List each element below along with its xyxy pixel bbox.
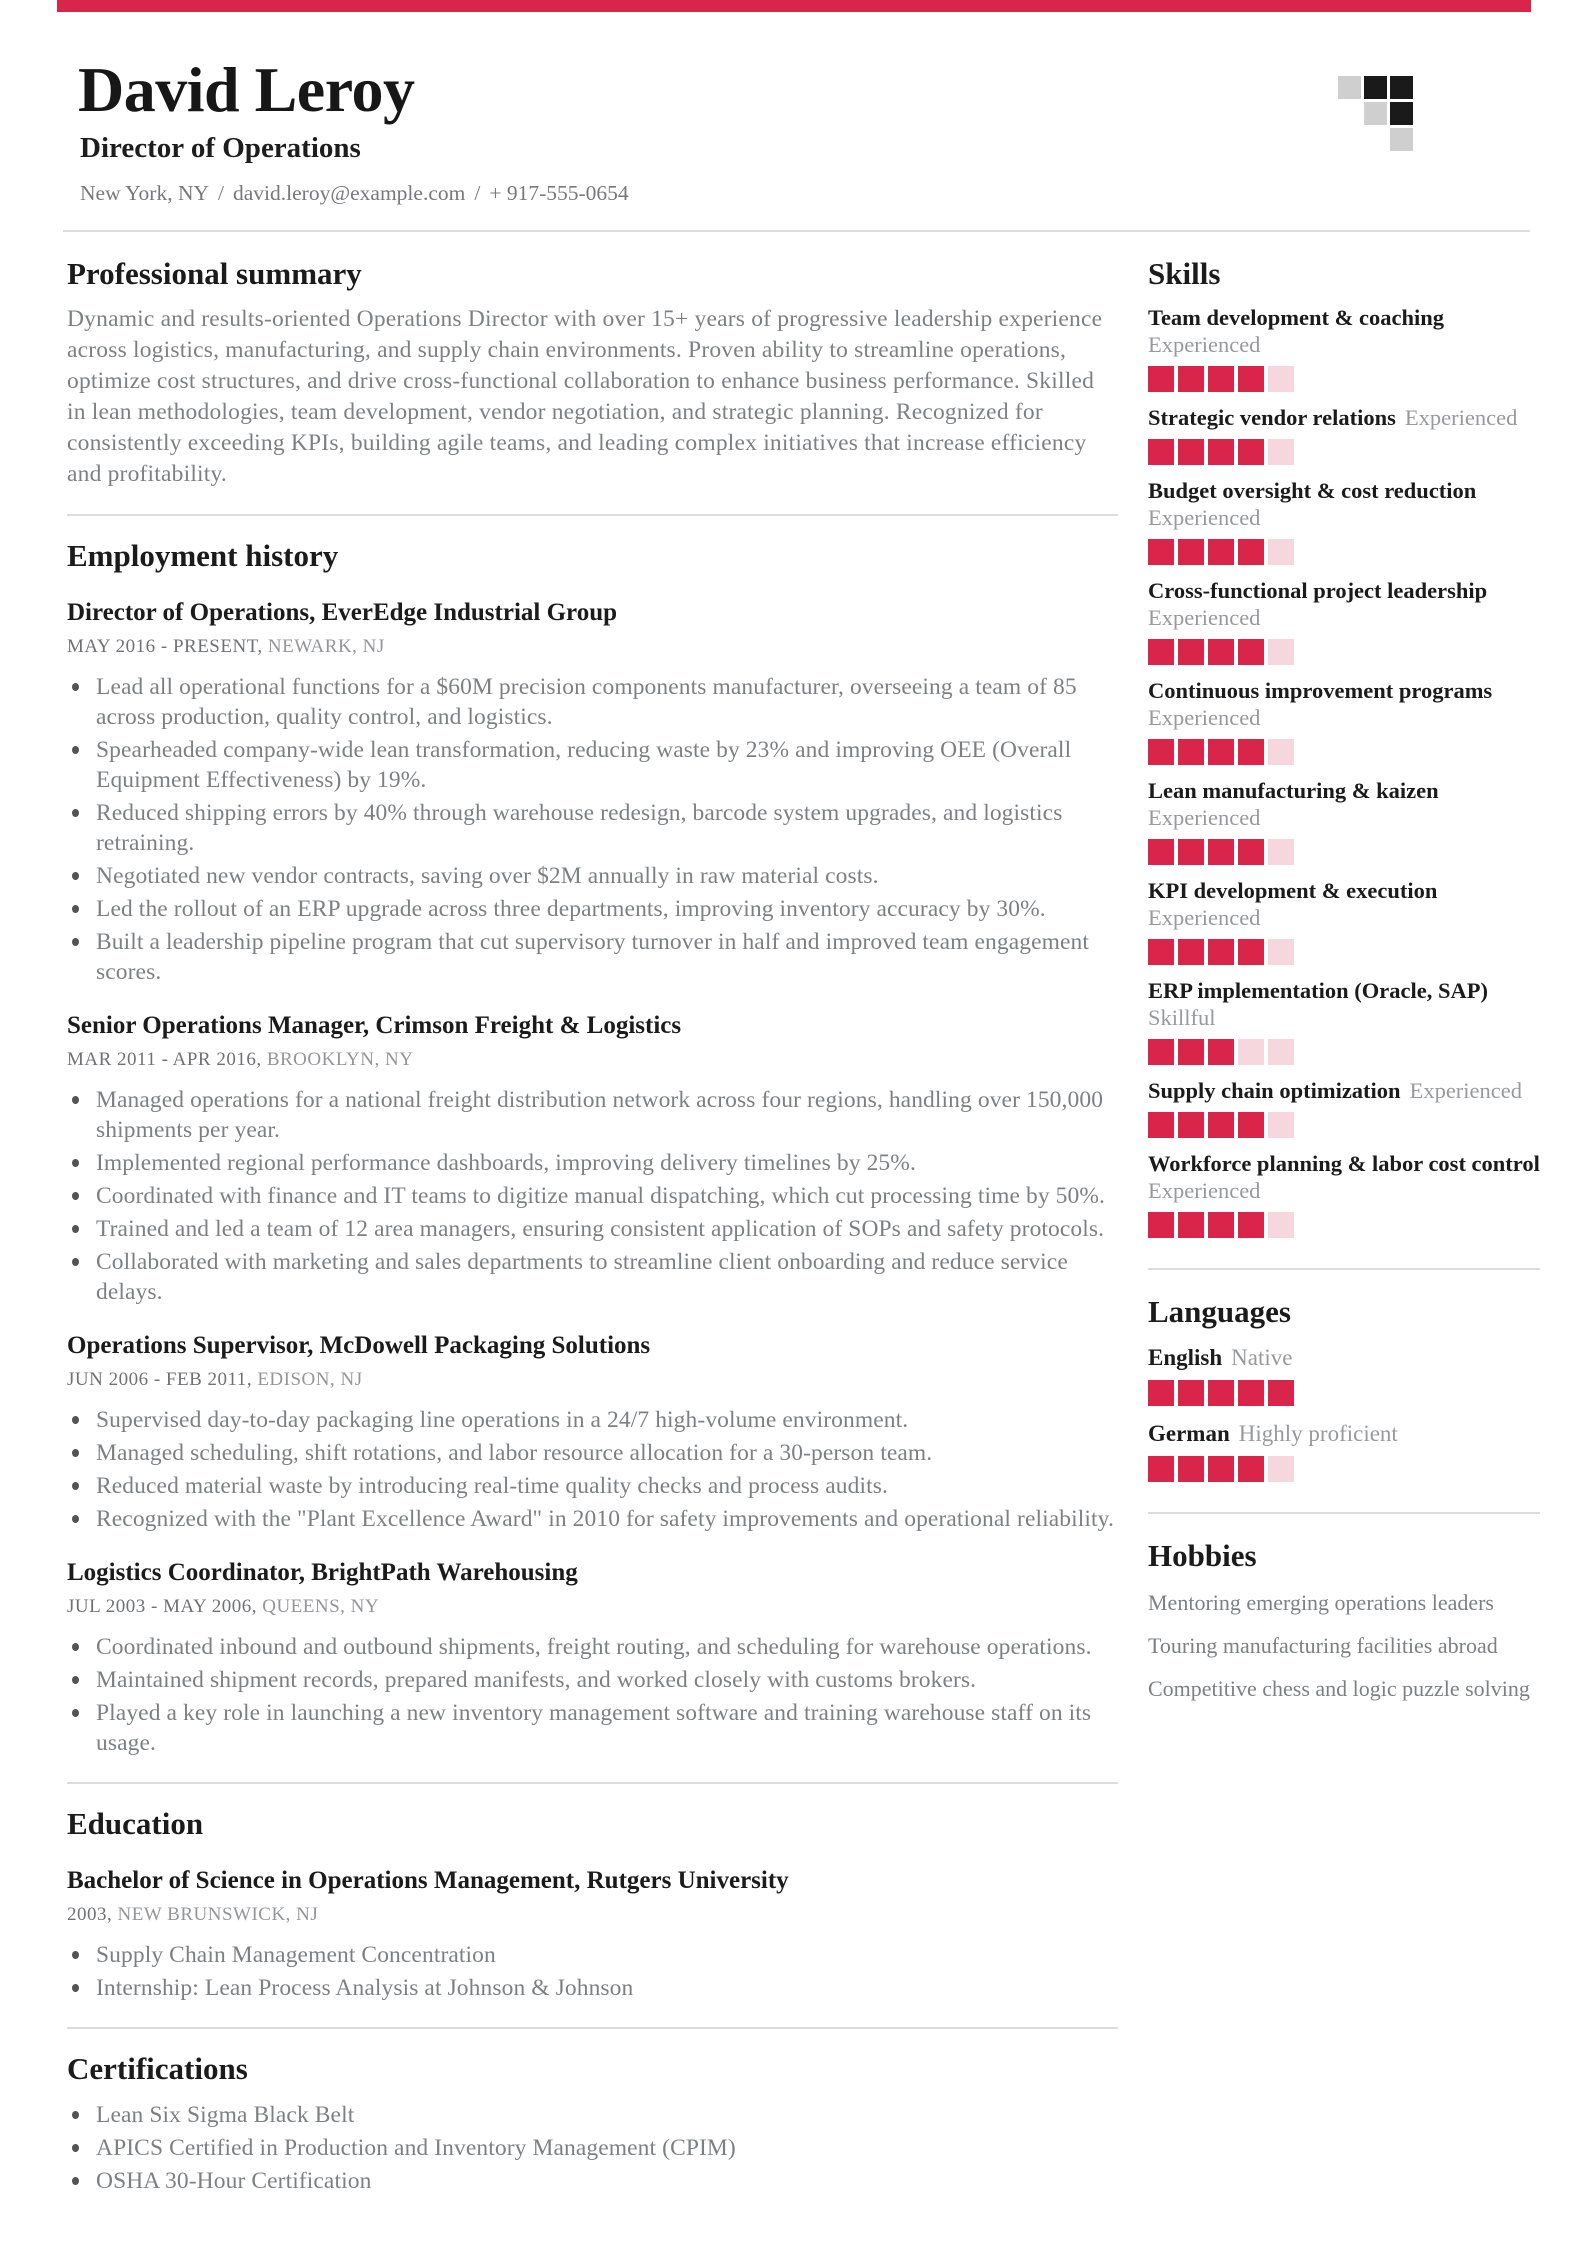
bullet-dot xyxy=(72,1676,79,1684)
skill-name: Cross-functional project leadership xyxy=(1148,578,1488,603)
bullet-item xyxy=(67,1504,1118,1534)
rating-square-filled xyxy=(1178,939,1204,965)
rating-square-filled xyxy=(1148,1212,1174,1238)
rating-square-filled xyxy=(1208,366,1234,392)
languages-list xyxy=(1148,1344,1540,1482)
bullet-item xyxy=(67,798,1118,858)
rating-square-filled xyxy=(1238,439,1264,465)
languages-heading: Languages xyxy=(1148,1294,1291,1329)
bullet-text: Supply Chain Management Concentration xyxy=(96,1942,496,1968)
rating-square-filled xyxy=(1148,439,1174,465)
section-divider xyxy=(67,514,1118,516)
bullet-item xyxy=(67,894,1118,924)
bullet-dot xyxy=(72,1159,79,1167)
bullet-text: Collaborated with marketing and sales departments to streamline client onboarding and reduce service delays. xyxy=(96,1249,1068,1305)
section-divider xyxy=(1148,1512,1540,1514)
job-entry xyxy=(67,1866,1118,2003)
bullet-text: Coordinated inbound and outbound shipments, freight routing, and scheduling for warehouse operations. xyxy=(96,1634,1092,1660)
contact-email: david.leroy@example.com xyxy=(233,181,466,205)
rating-square-filled xyxy=(1238,839,1264,865)
rating-square-filled xyxy=(1178,1380,1204,1406)
employment-section xyxy=(67,538,1118,1758)
certifications-section xyxy=(67,2051,1118,2196)
bullet-item xyxy=(67,1665,1118,1695)
language-item xyxy=(1148,1344,1540,1406)
language-item xyxy=(1148,1420,1540,1482)
language-rating-bar xyxy=(1148,1456,1540,1482)
bullet-dot xyxy=(72,746,79,754)
bullet-text: Spearheaded company-wide lean transformation, reducing waste by 23% and improving OEE (Overall Equipment Effectiveness) by 19%. xyxy=(96,737,1072,793)
rating-square-filled xyxy=(1178,739,1204,765)
bullet-dot xyxy=(72,2177,79,2185)
rating-square-empty xyxy=(1268,939,1294,965)
contact-phone: + 917-555-0654 xyxy=(489,181,629,205)
rating-square-filled xyxy=(1178,1112,1204,1138)
logo-square-light xyxy=(1364,102,1387,125)
logo-square-dark xyxy=(1390,76,1413,99)
bullet-item xyxy=(67,1214,1118,1244)
job-date-range: MAR 2011 - APR 2016 xyxy=(67,1049,257,1070)
rating-square-empty xyxy=(1268,839,1294,865)
bullet-item xyxy=(67,1632,1118,1662)
bullet-dot xyxy=(72,1951,79,1959)
job-date-range: MAY 2016 - PRESENT xyxy=(67,636,258,657)
job-location: , BROOKLYN, NY xyxy=(256,1049,413,1070)
bullet-dot xyxy=(72,809,79,817)
rating-square-filled xyxy=(1208,939,1234,965)
rating-square-empty xyxy=(1268,366,1294,392)
person-job-title: Director of Operations xyxy=(80,132,361,164)
bullet-dot xyxy=(72,1449,79,1457)
rating-square-filled xyxy=(1178,1456,1204,1482)
contact-separator: / xyxy=(474,181,481,205)
bullet-text: Built a leadership pipeline program that cut supervisory turnover in half and improved team engagement scores. xyxy=(96,929,1089,985)
bullet-text: Coordinated with finance and IT teams to digitize manual dispatching, which cut processing time by 50%. xyxy=(96,1183,1106,1209)
rating-square-filled xyxy=(1208,1039,1234,1065)
bullet-text: Internship: Lean Process Analysis at Johnson & Johnson xyxy=(96,1975,634,2001)
rating-square-empty xyxy=(1268,639,1294,665)
bullet-dot xyxy=(72,938,79,946)
hobbies-section xyxy=(1148,1538,1540,1703)
main-column xyxy=(67,256,1118,2199)
job-location: , NEW BRUNSWICK, NJ xyxy=(107,1904,318,1925)
sidebar-column xyxy=(1148,256,1540,1703)
skill-name: Workforce planning & labor cost control xyxy=(1148,1151,1540,1176)
job-location: , NEWARK, NJ xyxy=(257,636,384,657)
language-level: Native xyxy=(1231,1345,1293,1370)
job-location: , EDISON, NJ xyxy=(247,1369,363,1390)
skill-rating-bar xyxy=(1148,939,1540,965)
job-title: Bachelor of Science in Operations Management, Rutgers University xyxy=(67,1867,789,1894)
bullet-item xyxy=(67,2166,1118,2196)
skills-section xyxy=(1148,256,1540,1238)
job-bullets xyxy=(67,1632,1118,1758)
summary-section xyxy=(67,256,1118,490)
rating-square-filled xyxy=(1148,539,1174,565)
language-name: German xyxy=(1148,1421,1230,1446)
skill-level: Experienced xyxy=(1148,905,1261,930)
hobby-item: Mentoring emerging operations leaders xyxy=(1148,1590,1494,1615)
rating-square-filled xyxy=(1208,1112,1234,1138)
bullet-item xyxy=(67,1698,1118,1758)
skill-rating-bar xyxy=(1148,539,1540,565)
rating-square-empty xyxy=(1238,1039,1264,1065)
bullet-text: Reduced material waste by introducing real-time quality checks and process audits. xyxy=(96,1473,888,1499)
rating-square-filled xyxy=(1238,1112,1264,1138)
rating-square-filled xyxy=(1238,739,1264,765)
rating-square-empty xyxy=(1268,1112,1294,1138)
skill-name: Budget oversight & cost reduction xyxy=(1148,478,1477,503)
rating-square-filled xyxy=(1148,739,1174,765)
rating-square-filled xyxy=(1268,1380,1294,1406)
certifications-list xyxy=(67,2100,1118,2196)
hobbies-list xyxy=(1148,1588,1540,1703)
bullet-item xyxy=(67,1973,1118,2003)
rating-square-empty xyxy=(1268,739,1294,765)
education-section xyxy=(67,1806,1118,2003)
rating-square-filled xyxy=(1208,539,1234,565)
rating-square-filled xyxy=(1238,1380,1264,1406)
rating-square-filled xyxy=(1238,639,1264,665)
skill-rating-bar xyxy=(1148,366,1540,392)
bullet-dot xyxy=(72,1192,79,1200)
rating-square-filled xyxy=(1208,639,1234,665)
skill-item xyxy=(1148,777,1540,865)
job-meta xyxy=(67,1368,1118,1392)
rating-square-filled xyxy=(1238,1456,1264,1482)
rating-square-filled xyxy=(1148,1380,1174,1406)
logo-square-dark xyxy=(1390,102,1413,125)
bullet-text: Recognized with the "Plant Excellence Award" in 2010 for safety improvements and operational reliability. xyxy=(96,1506,1114,1532)
skill-level: Experienced xyxy=(1148,332,1261,357)
rating-square-filled xyxy=(1148,639,1174,665)
summary-text: Dynamic and results-oriented Operations Director with over 15+ years of progressive leadership experience across logistics, manufacturing, and supply chain environments. Proven ability to streamline operations, optimize cost structures, and drive cross-functional collaboration to enhance business performance. Skilled in lean methodologies, team development, vendor negotiation, and strategic planning. Recognized for consistently exceeding KPIs, building agile teams, and leading complex initiatives that increase efficiency and profitability. xyxy=(67,306,1103,487)
bullet-text: Played a key role in launching a new inventory management software and training warehouse staff on its usage. xyxy=(96,1700,1092,1756)
job-bullets xyxy=(67,1405,1118,1534)
job-entry xyxy=(67,1558,1118,1758)
skill-level: Experienced xyxy=(1148,605,1261,630)
rating-square-filled xyxy=(1238,366,1264,392)
bullet-text: Reduced shipping errors by 40% through warehouse redesign, barcode system upgrades, and logistics retraining. xyxy=(96,800,1063,856)
bullet-dot xyxy=(72,1709,79,1717)
skills-list xyxy=(1148,304,1540,1238)
logo-square-light xyxy=(1390,128,1413,151)
hobby-item: Competitive chess and logic puzzle solving xyxy=(1148,1676,1530,1701)
skill-name: Supply chain optimization xyxy=(1148,1078,1401,1103)
rating-square-filled xyxy=(1208,1380,1234,1406)
bullet-dot xyxy=(72,683,79,691)
skill-name: Lean manufacturing & kaizen xyxy=(1148,778,1439,803)
rating-square-filled xyxy=(1238,939,1264,965)
header-divider xyxy=(63,230,1530,232)
education-heading: Education xyxy=(67,1806,204,1841)
skill-item xyxy=(1148,304,1540,392)
summary-heading: Professional summary xyxy=(67,256,362,291)
bullet-item xyxy=(67,672,1118,732)
logo-square-light xyxy=(1338,76,1361,99)
job-bullets xyxy=(67,1940,1118,2003)
skill-item xyxy=(1148,877,1540,965)
section-divider xyxy=(67,1782,1118,1784)
rating-square-empty xyxy=(1268,1039,1294,1065)
job-title: Director of Operations, EverEdge Industrial Group xyxy=(67,599,617,626)
logo-empty-cell xyxy=(1364,128,1387,151)
contact-line xyxy=(80,180,629,207)
brand-logo xyxy=(1338,76,1413,151)
job-bullets xyxy=(67,672,1118,987)
logo-empty-cell xyxy=(1338,102,1361,125)
rating-square-filled xyxy=(1148,939,1174,965)
job-entry xyxy=(67,598,1118,987)
skill-item xyxy=(1148,1150,1540,1238)
hobbies-heading: Hobbies xyxy=(1148,1538,1257,1573)
contact-separator: / xyxy=(218,181,224,205)
rating-square-empty xyxy=(1268,439,1294,465)
bullet-item xyxy=(67,1247,1118,1307)
job-meta xyxy=(67,1595,1118,1619)
job-meta xyxy=(67,635,1118,659)
bullet-item xyxy=(67,1181,1118,1211)
skill-rating-bar xyxy=(1148,839,1540,865)
language-level: Highly proficient xyxy=(1238,1421,1398,1446)
job-bullets xyxy=(67,1085,1118,1307)
skill-name: ERP implementation (Oracle, SAP) xyxy=(1148,978,1488,1003)
bullet-item xyxy=(67,1438,1118,1468)
bullet-text: Lean Six Sigma Black Belt xyxy=(96,2102,355,2128)
job-date-range: 2003 xyxy=(67,1904,107,1925)
section-divider xyxy=(67,2027,1118,2029)
jobs-list xyxy=(67,598,1118,1758)
bullet-text: OSHA 30-Hour Certification xyxy=(96,2168,372,2194)
rating-square-filled xyxy=(1178,439,1204,465)
job-title: Operations Supervisor, McDowell Packaging Solutions xyxy=(67,1332,651,1359)
rating-square-filled xyxy=(1148,1039,1174,1065)
skill-name: KPI development & execution xyxy=(1148,878,1438,903)
languages-section xyxy=(1148,1294,1540,1482)
hobby-item: Touring manufacturing facilities abroad xyxy=(1148,1633,1498,1658)
bullet-item xyxy=(67,927,1118,987)
rating-square-filled xyxy=(1148,1112,1174,1138)
skill-item xyxy=(1148,477,1540,565)
bullet-text: Maintained shipment records, prepared manifests, and worked closely with customs brokers. xyxy=(96,1667,977,1693)
bullet-item xyxy=(67,1940,1118,1970)
bullet-dot xyxy=(72,1258,79,1266)
skill-name: Team development & coaching xyxy=(1148,305,1445,330)
bullet-text: Managed operations for a national freight distribution network across four regions, handling over 150,000 shipments per year. xyxy=(96,1087,1104,1143)
bullet-dot xyxy=(72,1416,79,1424)
skill-rating-bar xyxy=(1148,439,1540,465)
skill-level: Experienced xyxy=(1148,505,1261,530)
bullet-item xyxy=(67,1471,1118,1501)
contact-location: New York, NY xyxy=(80,181,210,205)
bullet-text: Lead all operational functions for a $60M precision components manufacturer, overseeing a team of 85 across production, quality control, and logistics. xyxy=(96,674,1077,730)
rating-square-filled xyxy=(1208,839,1234,865)
bullet-item xyxy=(67,861,1118,891)
bullet-item xyxy=(67,1085,1118,1145)
skill-rating-bar xyxy=(1148,1212,1540,1238)
bullet-dot xyxy=(72,1515,79,1523)
bullet-item xyxy=(67,2133,1118,2163)
rating-square-empty xyxy=(1268,539,1294,565)
logo-square-dark xyxy=(1364,76,1387,99)
bullet-dot xyxy=(72,1984,79,1992)
rating-square-filled xyxy=(1208,739,1234,765)
bullet-dot xyxy=(72,2111,79,2119)
job-entry xyxy=(67,1011,1118,1307)
bullet-dot xyxy=(72,1643,79,1651)
rating-square-filled xyxy=(1208,1456,1234,1482)
job-title: Logistics Coordinator, BrightPath Warehousing xyxy=(67,1559,578,1586)
language-name: English xyxy=(1148,1345,1223,1370)
bullet-text: Implemented regional performance dashboards, improving delivery timelines by 25%. xyxy=(96,1150,916,1176)
rating-square-filled xyxy=(1178,539,1204,565)
skill-item xyxy=(1148,404,1540,465)
skill-rating-bar xyxy=(1148,639,1540,665)
certifications-heading: Certifications xyxy=(67,2051,248,2086)
rating-square-filled xyxy=(1178,839,1204,865)
person-name: David Leroy xyxy=(78,54,415,125)
bullet-dot xyxy=(72,2144,79,2152)
job-location: , QUEENS, NY xyxy=(252,1596,379,1617)
skill-level: Experienced xyxy=(1148,1178,1261,1203)
job-date-range: JUN 2006 - FEB 2011 xyxy=(67,1369,247,1390)
bullet-text: APICS Certified in Production and Inventory Management (CPIM) xyxy=(96,2135,736,2161)
bullet-dot xyxy=(72,1482,79,1490)
skill-item xyxy=(1148,577,1540,665)
job-title: Senior Operations Manager, Crimson Freight & Logistics xyxy=(67,1012,682,1039)
language-rating-bar xyxy=(1148,1380,1540,1406)
job-meta xyxy=(67,1903,1118,1927)
top-accent-bar xyxy=(57,0,1531,12)
job-meta xyxy=(67,1048,1118,1072)
job-date-range: JUL 2003 - MAY 2006 xyxy=(67,1596,252,1617)
bullet-text: Managed scheduling, shift rotations, and labor resource allocation for a 30-person team. xyxy=(96,1440,933,1466)
job-entry xyxy=(67,1331,1118,1534)
skill-rating-bar xyxy=(1148,1039,1540,1065)
bullet-text: Led the rollout of an ERP upgrade across three departments, improving inventory accuracy by 30%. xyxy=(96,896,1046,922)
bullet-dot xyxy=(72,1225,79,1233)
skill-item xyxy=(1148,1077,1540,1138)
bullet-dot xyxy=(72,905,79,913)
bullet-dot xyxy=(72,1096,79,1104)
bullet-item xyxy=(67,1405,1118,1435)
skill-level: Experienced xyxy=(1148,705,1261,730)
skill-level: Experienced xyxy=(1409,1078,1523,1103)
bullet-text: Trained and led a team of 12 area managers, ensuring consistent application of SOPs and safety protocols. xyxy=(96,1216,1105,1242)
skill-level: Experienced xyxy=(1404,405,1518,430)
rating-square-empty xyxy=(1268,1212,1294,1238)
skill-item xyxy=(1148,977,1540,1065)
skill-name: Strategic vendor relations xyxy=(1148,405,1396,430)
rating-square-filled xyxy=(1148,366,1174,392)
bullet-text: Negotiated new vendor contracts, saving over $2M annually in raw material costs. xyxy=(96,863,879,889)
bullet-item xyxy=(67,2100,1118,2130)
rating-square-filled xyxy=(1178,1212,1204,1238)
bullet-text: Supervised day-to-day packaging line operations in a 24/7 high-volume environment. xyxy=(96,1407,909,1433)
bullet-dot xyxy=(72,872,79,880)
rating-square-filled xyxy=(1148,839,1174,865)
rating-square-filled xyxy=(1178,639,1204,665)
rating-square-empty xyxy=(1268,1456,1294,1482)
skill-level: Experienced xyxy=(1148,805,1261,830)
education-list xyxy=(67,1866,1118,2003)
skill-item xyxy=(1148,677,1540,765)
rating-square-filled xyxy=(1178,366,1204,392)
rating-square-filled xyxy=(1208,1212,1234,1238)
section-divider xyxy=(1148,1268,1540,1270)
skill-level: Skillful xyxy=(1148,1005,1216,1030)
rating-square-filled xyxy=(1238,1212,1264,1238)
skill-rating-bar xyxy=(1148,1112,1540,1138)
rating-square-filled xyxy=(1208,439,1234,465)
logo-empty-cell xyxy=(1338,128,1361,151)
skill-name: Continuous improvement programs xyxy=(1148,678,1493,703)
skills-heading: Skills xyxy=(1148,256,1221,291)
skill-rating-bar xyxy=(1148,739,1540,765)
rating-square-filled xyxy=(1178,1039,1204,1065)
bullet-item xyxy=(67,735,1118,795)
rating-square-filled xyxy=(1148,1456,1174,1482)
bullet-item xyxy=(67,1148,1118,1178)
employment-heading: Employment history xyxy=(67,538,339,573)
rating-square-filled xyxy=(1238,539,1264,565)
